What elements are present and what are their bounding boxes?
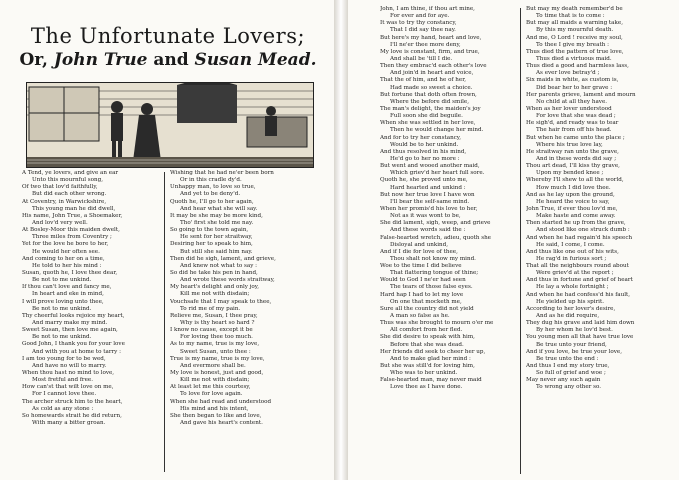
verse-line: He heard the voice to say, [536,198,610,205]
subtitle-name2: Susan Mead. [194,50,317,70]
left-page [0,0,334,480]
verse-line: That the of him, and he of her, [380,77,467,84]
verse-line: And as he lay upon the ground, [526,191,615,198]
verse-line: My heart's delight and only joy, [170,284,259,291]
verse-line: And gave his heart's content. [180,419,263,426]
right-column-2 [526,6,666,476]
verse-line: For ever and for aye. [390,13,450,20]
verse-line: When she had read and understood [170,398,272,405]
verse-line: False-hearted man, may never maid [380,377,482,384]
verse-line: John True, if ever thou lov'd me, [526,205,618,212]
verse-line: Relieve me, Susan, I thee pray, [170,312,258,319]
verse-line: To thee I give my breath : [536,41,609,48]
verse-line: False-hearted wretch, adieu, quoth she [380,234,491,241]
verse-line: That all the neighbours round about [526,263,629,270]
verse-line: Her parents grieve, lament and mourn [526,91,636,98]
verse-line: And hear what she will say. [180,205,258,212]
verse-line: She then began to like and love, [170,412,262,419]
column-divider [520,8,521,474]
verse-line: He told to her his mind : [32,262,102,269]
verse-line: Tho' first she told me nay. [180,219,254,226]
verse-line: And evermore shall be. [180,362,246,369]
verse-line: I know no cause, except it be [170,327,253,334]
verse-line: Yet for the love he bore to her, [22,241,109,248]
verse-line: He sent for her straitway, [180,234,253,241]
verse-line: Unto this mournful song, [32,177,103,184]
verse-line: Where the before did smile, [390,98,470,105]
verse-line: His name, John True, a Shoemaker, [22,212,123,219]
verse-line: So full of grief and woe ; [536,370,606,377]
verse-line: Thus died a virtuous maid. [536,55,612,62]
right-column-1 [380,6,516,476]
verse-line: At Coventry, in Warwickshire, [22,198,107,205]
verse-line: Woe to the time I did believe [380,263,462,270]
verse-line: By this my mournful death. [536,27,614,34]
verse-line: Were griev'd at the report ; [536,270,614,277]
verse-line: Thus died a good and harmless lass, [526,63,629,70]
verse-line: At least let me this courtesy, [170,384,251,391]
verse-line: Then did he sigh, lament, and grieve, [170,255,276,262]
verse-line: But did each other wrong. [32,191,107,198]
verse-line: I will prove loving unto thee, [22,298,104,305]
verse-line: And shall be 'till I die. [390,55,453,62]
verse-line: She did lament, sigh, weep, and grieve [380,220,491,227]
verse-line: When thou hast no mind to love, [22,369,115,376]
verse-line: And with you at home to tarry : [32,348,121,355]
verse-line: And me, O Lord ! receive my soul, [526,34,623,41]
verse-line: She did desire to speak with him, [380,334,475,341]
verse-line: Be not to me unkind. [32,334,92,341]
verse-line: But here's my hand, heart and love, [380,34,482,41]
verse-line: To time that is to come : [536,13,605,20]
verse-line: He rag'd in furious sort ; [536,255,607,262]
verse-line: And for to try her constancy, [380,134,461,141]
verse-line: And join'd in heart and voice, [390,70,474,77]
verse-line: And if you love, be true your love, [526,348,623,355]
verse-line: Upon my bended knee ; [536,170,604,177]
verse-line: And when he had regain'd his speech [526,234,633,241]
verse-line: They dug his grave and laid him down [526,320,635,327]
verse-line: But still she said him nay. [180,248,253,255]
verse-line: It may be she may be more kind, [170,212,263,219]
verse-line: He sigh'd, and ready was to tear [526,120,619,127]
verse-line: So going to the town again, [170,227,249,234]
verse-line: The tears of those false eyes. [390,284,473,291]
verse-line: And when he had confess'd his fault, [526,291,631,298]
verse-line: Then started he up from the grave, [526,220,626,227]
verse-line: But now her true love I have won [380,191,475,198]
verse-line: Desiring her to speak to him, [170,241,253,248]
verse-line: Full soon she did beguile. [390,113,463,120]
verse-line: Hard hap I had to let my love [380,291,464,298]
verse-line: And thus I end my story true, [526,363,610,370]
verse-line: You young men all that have true love [526,334,634,341]
verse-line: But fortune that doth often frown, [380,91,477,98]
verse-line: Where his true love lay, [536,141,603,148]
verse-line: Kill me not with disdain; [180,377,250,384]
verse-line: Good John, I thank you for your love [22,341,125,348]
book-gutter [334,0,348,480]
verse-line: And yet to be deny'd. [180,191,241,198]
verse-line: And stood like one struck dumb : [536,227,630,234]
verse-line: And lov'd very well. [32,219,88,226]
verse-line: Vouchsafe that I may speak to thee, [170,298,272,305]
verse-line: Three miles from Coventry ; [32,234,112,241]
verse-line: And if I die for love of thee, [380,248,458,255]
verse-line: A Tend, ye lovers, and give an ear [22,170,119,176]
verse-line: And coming to her on a time, [22,255,105,262]
verse-line: A man so false as he. [390,313,450,320]
verse-line: Hard hearted and unkind : [390,184,466,191]
verse-line: Make haste and come away. [536,213,616,220]
verse-line: Which griev'd her heart full sore. [390,170,485,177]
verse-line: Not as it was wont to be, [390,213,461,220]
verse-line: Sure all the country did not yield [380,305,474,312]
verse-line: Unhappy man, to love so true, [170,184,256,191]
verse-line: Be true unto your friend, [536,341,607,348]
verse-line: Love thee as I have done. [390,384,463,391]
verse-line: At Bosley-Moor this maiden dwelt, [22,227,120,234]
subtitle-name1: John True [53,50,148,70]
verse-line: Whereby I'll shew to all the world, [526,177,624,184]
verse-line: And have no will to marry. [32,362,107,369]
verse-line: I am too young for to be wed, [22,355,106,362]
verse-line: My love is honest, just and good, [170,369,264,376]
ballad-subtitle [10,50,326,70]
verse-line: Thou shalt not know my mind. [390,255,476,262]
verse-line: As cold as any stone : [32,405,94,412]
woodcut-picture [27,83,313,167]
verse-line: For love that she was dead ; [536,113,616,120]
verse-line: So did he take his pen in hand, [170,269,258,276]
verse-line: All comfort from her fled. [390,327,463,334]
verse-line: According to her lover's desire, [526,305,616,312]
verse-line: Or in this cradle dy'd. [180,177,242,184]
verse-line: I'll ne'er thee more deny, [390,41,461,48]
verse-line: By her whom he lov'd best. [536,327,613,334]
left-column-1 [22,170,160,478]
verse-line: But may all maids a warning take, [526,20,623,27]
verse-line: The man's delight, the maiden's joy [380,105,481,112]
verse-line: As ever love betray'd ; [536,70,600,77]
verse-line: The hair from off his head. [536,127,612,134]
verse-line: Then he would change her mind. [390,127,484,134]
verse-line: And as he did require, [536,313,600,320]
verse-line: And knew not what to say : [180,262,258,269]
verse-line: Thus was she brought to mourn o'er me [380,320,494,327]
verse-line: Sweet Susan, unto thee : [180,348,251,355]
verse-line: Wishing that he had ne'er been born [170,170,274,176]
verse-line: Kill me not with disdain; [180,291,250,298]
verse-line: Thou art dead, I'll kiss thy grave, [526,163,620,170]
verse-line: His mind and his intent, [180,405,249,412]
verse-line: He lay a whole fortnight ; [536,284,609,291]
verse-line: When she was settled in her love, [380,120,476,127]
verse-line: To wrong any other so. [536,384,602,391]
verse-line: He yielded up his spirit. [536,298,604,305]
verse-line: Six maids in white, as custom is, [526,77,619,84]
verse-line: That flattering tongue of thine; [390,270,479,277]
verse-line: With many a bitter groan. [32,419,106,426]
subtitle-prefix: Or, [19,50,54,70]
verse-line: Disloyal and unkind, [390,241,449,248]
verse-line: And thus resolved in his mind, [380,148,467,155]
verse-line: Quoth he, I'll go to her again, [170,198,254,205]
verse-line: Be not to me unkind. [32,277,92,284]
verse-line: And to make glad her mind : [390,355,471,362]
verse-line: When her promis'd his love to her, [380,205,478,212]
verse-line: Susan, quoth he, I love thee dear, [22,269,118,276]
verse-line: Thus died the pattern of true love, [526,48,624,55]
verse-line: Would be to her unkind. [390,141,459,148]
verse-line: That I did say thee nay. [390,27,456,34]
verse-line: To rid me of my pain. [180,305,241,312]
subtitle-and: and [147,50,195,70]
verse-line: And thus like one out of his wits, [526,248,619,255]
column-divider [164,172,165,472]
verse-line: But she was still'd for loving him, [380,363,475,370]
verse-line: For I cannot love thee. [32,391,97,398]
verse-line: He said, I come, I come. [536,241,605,248]
verse-line: How can'st that wilt love on me, [22,384,114,391]
verse-line: Did bear her to her grave : [536,84,613,91]
verse-line: This young man he did dwell, [32,205,116,212]
verse-line: Sweet Susan, then love me again, [22,327,118,334]
verse-line: The archer struck him to the heart, [22,398,123,405]
verse-line: To love for love again. [180,391,243,398]
verse-line: Why is thy heart so hard ? [180,319,255,326]
verse-line: When as her lover understood [526,105,612,112]
verse-line: As to my name, true is my love, [170,341,260,348]
verse-line: No child at all they have. [536,98,608,105]
verse-line: And these words said the : [390,227,466,234]
verse-line: Would to God I ne'er had seen [380,277,466,284]
verse-line: And thus in fortune and grief of heart [526,277,633,284]
verse-line: But when he came unto the place ; [526,134,625,141]
verse-line: But went and wooed another maid, [380,163,480,170]
verse-line: John, I am thine, if thou art mine, [380,6,475,12]
verse-line: And marry make my mind. [32,319,108,326]
verse-line: Then they embrac'd each other's love [380,63,487,70]
woodcut-illustration [26,82,314,168]
verse-line: Of two that lov'd faithfully, [22,184,98,191]
left-column-2 [170,170,320,478]
verse-line: Her friends did seek to cheer her up, [380,348,486,355]
verse-line: If thou can't love and fancy me, [22,284,112,291]
verse-line: Be not to me unkind. [32,305,92,312]
verse-line: And wrote these words straitway, [180,277,275,284]
verse-line: For loving thee too much. [180,334,253,341]
verse-line: True is my name, true is my love, [170,355,265,362]
verse-line: But may my death remember'd be [526,6,623,12]
verse-line: Had made so sweet a choice. [390,84,473,91]
verse-line: Who was to her unkind. [390,370,458,377]
verse-line: How much I did love thee. [536,184,611,191]
ballad-title: The Unfortunate Lovers; [30,24,306,48]
verse-line: Be true unto the end : [536,355,599,362]
verse-line: Most fretful and free. [32,377,93,384]
verse-line: May never any such again [526,377,601,384]
verse-line: Before that she was dead. [390,341,464,348]
verse-line: He straitway ran unto the grave, [526,148,619,155]
verse-line: Quoth he, she proved unto me, [380,177,468,184]
verse-line: My love is constant, firm, and true, [380,48,480,55]
verse-line: He would her often see. [32,248,100,255]
verse-line: He'd go to her no more : [390,155,460,162]
verse-line: It was to try thy constancy, [380,20,457,27]
verse-line: I'll bear the self-same mind. [390,198,470,205]
verse-line: So homewards strait he did return, [22,412,122,419]
verse-line: In heart and eke in mind, [32,291,104,298]
verse-line: Thy cheerful looks rejoice my heart, [22,312,125,319]
verse-line: And in these words did say ; [536,155,617,162]
verse-line: On one that mocketh me, [390,298,462,305]
